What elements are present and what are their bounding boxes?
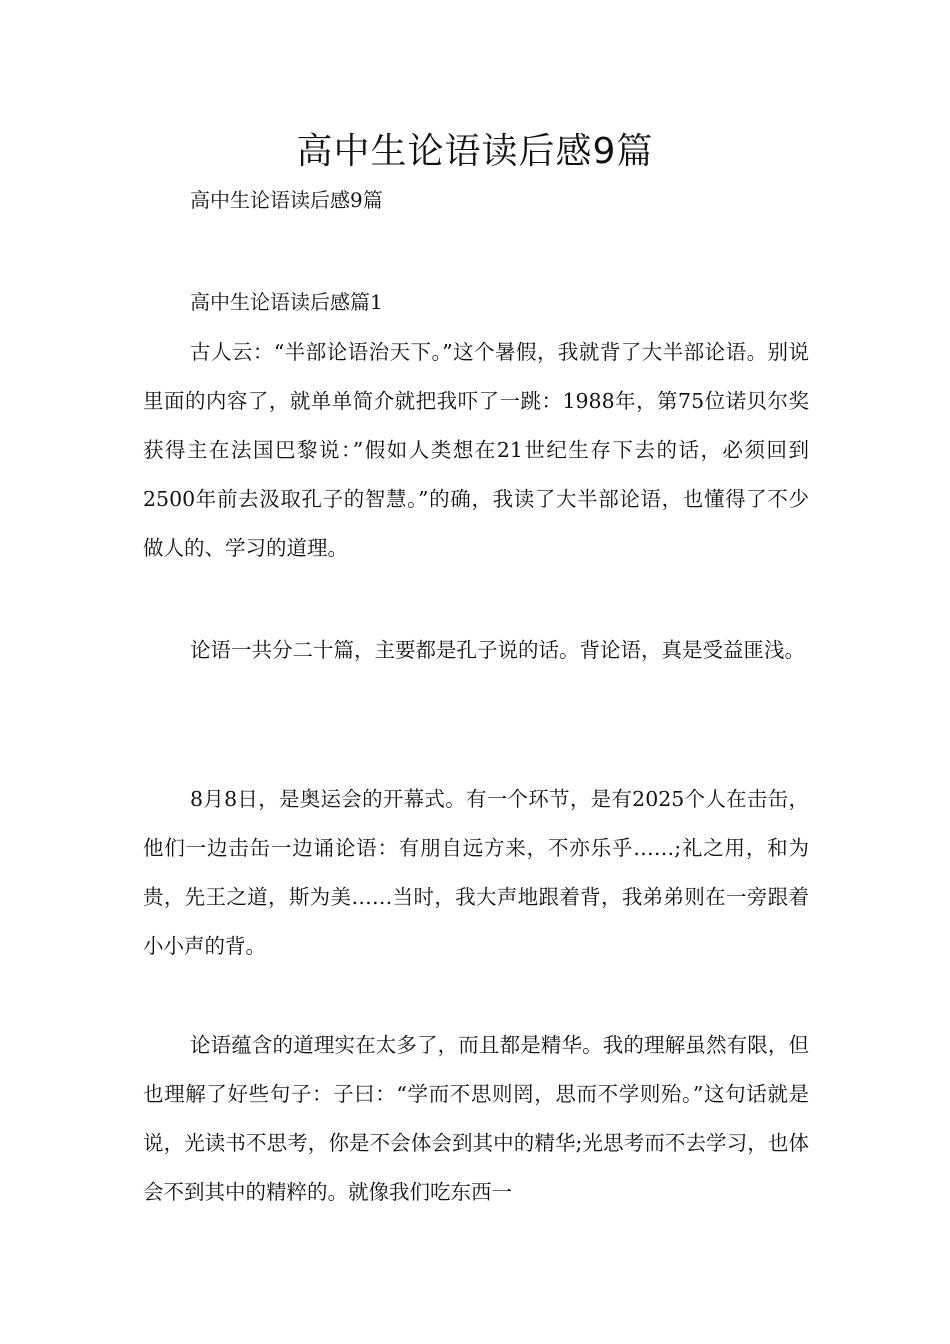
section-heading: 高中生论语读后感篇1 bbox=[190, 290, 383, 314]
paragraph-1: 古人云：“半部论语治天下。”这个暑假，我就背了大半部论语。别说里面的内容了，就单单简介就把我吓了一跳：1988年，第75位诺贝尔奖获得主在法国巴黎说：”假如人类想在21世纪生存下去的话，必须回到2500年前去汲取孔子的智慧。”的确，我读了大半部论语，也懂得了不少做人的、学习的道理。 bbox=[143, 340, 809, 560]
document-subtitle: 高中生论语读后感9篇 bbox=[190, 188, 383, 212]
paragraph-2: 论语一共分二十篇，主要都是孔子说的话。背论语，真是受益匪浅。 bbox=[190, 638, 805, 662]
paragraph-3: 8月8日，是奥运会的开幕式。有一个环节，是有2025个人在击缶，他们一边击缶一边诵论语：有朋自远方来，不亦乐乎……;礼之用，和为贵，先王之道，斯为美……当时，我大声地跟着背，我弟弟则在一旁跟着小小声的背。 bbox=[143, 787, 809, 958]
paragraph-4: 论语蕴含的道理实在太多了，而且都是精华。我的理解虽然有限，但也理解了好些句子：子曰：“学而不思则罔，思而不学则殆。”这句话就是说，光读书不思考，你是不会体会到其中的精华;光思考而不去学习，也体会不到其中的精粹的。就像我们吃东西一 bbox=[143, 1033, 809, 1204]
document-title: 高中生论语读后感9篇 bbox=[296, 131, 654, 172]
